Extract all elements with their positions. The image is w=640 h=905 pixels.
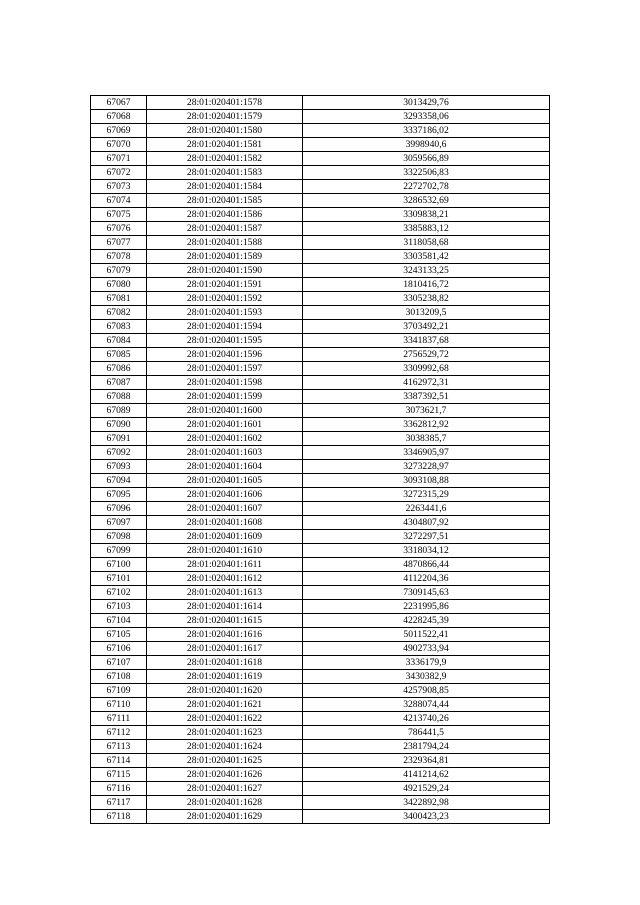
table-row <box>91 348 550 362</box>
table-row <box>91 754 550 768</box>
table-row <box>91 502 550 516</box>
cadastral-number-cell: 28:01:020401:1623 <box>147 726 303 740</box>
table-row <box>91 642 550 656</box>
cadastral-number-cell: 28:01:020401:1607 <box>147 502 303 516</box>
row-number-cell: 67107 <box>91 656 147 670</box>
row-number-cell: 67074 <box>91 194 147 208</box>
value-cell: 3059566,89 <box>303 152 550 166</box>
cadastral-number-cell: 28:01:020401:1580 <box>147 124 303 138</box>
value-cell: 4213740,26 <box>303 712 550 726</box>
value-cell: 3430382,9 <box>303 670 550 684</box>
row-number-cell: 67118 <box>91 810 147 824</box>
value-cell: 5011522,41 <box>303 628 550 642</box>
value-cell: 786441,5 <box>303 726 550 740</box>
row-number-cell: 67095 <box>91 488 147 502</box>
cadastral-number-cell: 28:01:020401:1628 <box>147 796 303 810</box>
cadastral-number-cell: 28:01:020401:1616 <box>147 628 303 642</box>
row-number-cell: 67080 <box>91 278 147 292</box>
table-row <box>91 208 550 222</box>
cadastral-number-cell: 28:01:020401:1584 <box>147 180 303 194</box>
row-number-cell: 67093 <box>91 460 147 474</box>
value-cell: 3322506,83 <box>303 166 550 180</box>
row-number-cell: 67117 <box>91 796 147 810</box>
row-number-cell: 67088 <box>91 390 147 404</box>
table-row <box>91 320 550 334</box>
row-number-cell: 67084 <box>91 334 147 348</box>
row-number-cell: 67072 <box>91 166 147 180</box>
row-number-cell: 67073 <box>91 180 147 194</box>
cadastral-number-cell: 28:01:020401:1618 <box>147 656 303 670</box>
cadastral-number-cell: 28:01:020401:1605 <box>147 474 303 488</box>
row-number-cell: 67106 <box>91 642 147 656</box>
value-cell: 3273228,97 <box>303 460 550 474</box>
value-cell: 3288074,44 <box>303 698 550 712</box>
table-row <box>91 614 550 628</box>
table-row <box>91 474 550 488</box>
cadastral-number-cell: 28:01:020401:1598 <box>147 376 303 390</box>
cadastral-number-cell: 28:01:020401:1613 <box>147 586 303 600</box>
table-row <box>91 600 550 614</box>
value-cell: 3998940,6 <box>303 138 550 152</box>
value-cell: 3309838,21 <box>303 208 550 222</box>
cadastral-number-cell: 28:01:020401:1581 <box>147 138 303 152</box>
value-cell: 3293358,06 <box>303 110 550 124</box>
row-number-cell: 67091 <box>91 432 147 446</box>
row-number-cell: 67110 <box>91 698 147 712</box>
cadastral-number-cell: 28:01:020401:1596 <box>147 348 303 362</box>
value-cell: 3703492,21 <box>303 320 550 334</box>
table-row <box>91 460 550 474</box>
row-number-cell: 67096 <box>91 502 147 516</box>
cadastral-number-cell: 28:01:020401:1614 <box>147 600 303 614</box>
value-cell: 3272297,51 <box>303 530 550 544</box>
table-row <box>91 586 550 600</box>
row-number-cell: 67094 <box>91 474 147 488</box>
table-row <box>91 334 550 348</box>
value-cell: 3362812,92 <box>303 418 550 432</box>
value-cell: 3013209,5 <box>303 306 550 320</box>
cadastral-number-cell: 28:01:020401:1620 <box>147 684 303 698</box>
cadastral-number-cell: 28:01:020401:1621 <box>147 698 303 712</box>
value-cell: 7309145,63 <box>303 586 550 600</box>
table-row <box>91 544 550 558</box>
value-cell: 3305238,82 <box>303 292 550 306</box>
row-number-cell: 67114 <box>91 754 147 768</box>
row-number-cell: 67111 <box>91 712 147 726</box>
table-row <box>91 740 550 754</box>
row-number-cell: 67090 <box>91 418 147 432</box>
table-row <box>91 96 550 110</box>
value-cell: 3309992,68 <box>303 362 550 376</box>
table-row <box>91 138 550 152</box>
value-cell: 3346905,97 <box>303 446 550 460</box>
row-number-cell: 67105 <box>91 628 147 642</box>
value-cell: 3336179,9 <box>303 656 550 670</box>
value-cell: 4257908,85 <box>303 684 550 698</box>
table-row <box>91 796 550 810</box>
cadastral-number-cell: 28:01:020401:1586 <box>147 208 303 222</box>
row-number-cell: 67086 <box>91 362 147 376</box>
value-cell: 3337186,02 <box>303 124 550 138</box>
table-row <box>91 278 550 292</box>
table-row <box>91 404 550 418</box>
value-cell: 3422892,98 <box>303 796 550 810</box>
row-number-cell: 67078 <box>91 250 147 264</box>
cadastral-number-cell: 28:01:020401:1625 <box>147 754 303 768</box>
table-row <box>91 628 550 642</box>
row-number-cell: 67079 <box>91 264 147 278</box>
cadastral-number-cell: 28:01:020401:1622 <box>147 712 303 726</box>
table-row <box>91 488 550 502</box>
table-row <box>91 558 550 572</box>
cadastral-number-cell: 28:01:020401:1600 <box>147 404 303 418</box>
row-number-cell: 67071 <box>91 152 147 166</box>
row-number-cell: 67109 <box>91 684 147 698</box>
table-row <box>91 194 550 208</box>
cadastral-number-cell: 28:01:020401:1619 <box>147 670 303 684</box>
cadastral-number-cell: 28:01:020401:1587 <box>147 222 303 236</box>
cadastral-number-cell: 28:01:020401:1599 <box>147 390 303 404</box>
row-number-cell: 67081 <box>91 292 147 306</box>
table-row <box>91 180 550 194</box>
cadastral-number-cell: 28:01:020401:1592 <box>147 292 303 306</box>
value-cell: 4870866,44 <box>303 558 550 572</box>
row-number-cell: 67067 <box>91 96 147 110</box>
table-row <box>91 124 550 138</box>
row-number-cell: 67075 <box>91 208 147 222</box>
value-cell: 2756529,72 <box>303 348 550 362</box>
value-cell: 3286532,69 <box>303 194 550 208</box>
value-cell: 4141214,62 <box>303 768 550 782</box>
value-cell: 3400423,23 <box>303 810 550 824</box>
table-row <box>91 152 550 166</box>
value-cell: 3073621,7 <box>303 404 550 418</box>
cadastral-number-cell: 28:01:020401:1604 <box>147 460 303 474</box>
cadastral-number-cell: 28:01:020401:1606 <box>147 488 303 502</box>
row-number-cell: 67089 <box>91 404 147 418</box>
cadastral-number-cell: 28:01:020401:1601 <box>147 418 303 432</box>
cadastral-number-cell: 28:01:020401:1612 <box>147 572 303 586</box>
table-row <box>91 684 550 698</box>
value-cell: 2329364,81 <box>303 754 550 768</box>
table-row <box>91 306 550 320</box>
table-row <box>91 656 550 670</box>
row-number-cell: 67077 <box>91 236 147 250</box>
table-row <box>91 530 550 544</box>
row-number-cell: 67113 <box>91 740 147 754</box>
cadastral-number-cell: 28:01:020401:1588 <box>147 236 303 250</box>
table-row <box>91 376 550 390</box>
value-cell: 2272702,78 <box>303 180 550 194</box>
value-cell: 2231995,86 <box>303 600 550 614</box>
table-row <box>91 572 550 586</box>
cadastral-number-cell: 28:01:020401:1595 <box>147 334 303 348</box>
value-cell: 3341837,68 <box>303 334 550 348</box>
cadastral-number-cell: 28:01:020401:1578 <box>147 96 303 110</box>
row-number-cell: 67098 <box>91 530 147 544</box>
row-number-cell: 67083 <box>91 320 147 334</box>
value-cell: 2381794,24 <box>303 740 550 754</box>
value-cell: 4228245,39 <box>303 614 550 628</box>
value-cell: 4902733,94 <box>303 642 550 656</box>
table-row <box>91 390 550 404</box>
cadastral-number-cell: 28:01:020401:1608 <box>147 516 303 530</box>
cadastral-number-cell: 28:01:020401:1585 <box>147 194 303 208</box>
value-cell: 2263441,6 <box>303 502 550 516</box>
cadastral-number-cell: 28:01:020401:1617 <box>147 642 303 656</box>
value-cell: 4162972,31 <box>303 376 550 390</box>
value-cell: 3118058,68 <box>303 236 550 250</box>
data-table <box>90 95 550 824</box>
row-number-cell: 67101 <box>91 572 147 586</box>
value-cell: 3093108,88 <box>303 474 550 488</box>
cadastral-number-cell: 28:01:020401:1602 <box>147 432 303 446</box>
table-row <box>91 670 550 684</box>
table-row <box>91 782 550 796</box>
value-cell: 3038385,7 <box>303 432 550 446</box>
cadastral-number-cell: 28:01:020401:1611 <box>147 558 303 572</box>
row-number-cell: 67115 <box>91 768 147 782</box>
row-number-cell: 67069 <box>91 124 147 138</box>
value-cell: 4304807,92 <box>303 516 550 530</box>
row-number-cell: 67082 <box>91 306 147 320</box>
table-row <box>91 810 550 824</box>
table-row <box>91 712 550 726</box>
table-row <box>91 516 550 530</box>
cadastral-number-cell: 28:01:020401:1590 <box>147 264 303 278</box>
row-number-cell: 67116 <box>91 782 147 796</box>
row-number-cell: 67100 <box>91 558 147 572</box>
value-cell: 3303581,42 <box>303 250 550 264</box>
table-row <box>91 698 550 712</box>
cadastral-number-cell: 28:01:020401:1597 <box>147 362 303 376</box>
cadastral-number-cell: 28:01:020401:1603 <box>147 446 303 460</box>
table-row <box>91 236 550 250</box>
row-number-cell: 67104 <box>91 614 147 628</box>
row-number-cell: 67076 <box>91 222 147 236</box>
value-cell: 3387392,51 <box>303 390 550 404</box>
row-number-cell: 67097 <box>91 516 147 530</box>
table-row <box>91 292 550 306</box>
cadastral-number-cell: 28:01:020401:1583 <box>147 166 303 180</box>
cadastral-number-cell: 28:01:020401:1591 <box>147 278 303 292</box>
table-row <box>91 418 550 432</box>
value-cell: 4112204,36 <box>303 572 550 586</box>
row-number-cell: 67087 <box>91 376 147 390</box>
table-row <box>91 726 550 740</box>
value-cell: 3318034,12 <box>303 544 550 558</box>
row-number-cell: 67068 <box>91 110 147 124</box>
value-cell: 3272315,29 <box>303 488 550 502</box>
cadastral-number-cell: 28:01:020401:1629 <box>147 810 303 824</box>
cadastral-number-cell: 28:01:020401:1593 <box>147 306 303 320</box>
table-body <box>91 96 550 824</box>
row-number-cell: 67085 <box>91 348 147 362</box>
cadastral-number-cell: 28:01:020401:1579 <box>147 110 303 124</box>
table-row <box>91 432 550 446</box>
cadastral-number-cell: 28:01:020401:1609 <box>147 530 303 544</box>
cadastral-number-cell: 28:01:020401:1627 <box>147 782 303 796</box>
table-row <box>91 768 550 782</box>
table-row <box>91 362 550 376</box>
value-cell: 3243133,25 <box>303 264 550 278</box>
cadastral-number-cell: 28:01:020401:1582 <box>147 152 303 166</box>
table-row <box>91 264 550 278</box>
value-cell: 3385883,12 <box>303 222 550 236</box>
table-row <box>91 166 550 180</box>
row-number-cell: 67099 <box>91 544 147 558</box>
cadastral-number-cell: 28:01:020401:1624 <box>147 740 303 754</box>
cadastral-number-cell: 28:01:020401:1594 <box>147 320 303 334</box>
row-number-cell: 67092 <box>91 446 147 460</box>
row-number-cell: 67070 <box>91 138 147 152</box>
value-cell: 3013429,76 <box>303 96 550 110</box>
row-number-cell: 67103 <box>91 600 147 614</box>
value-cell: 1810416,72 <box>303 278 550 292</box>
cadastral-number-cell: 28:01:020401:1626 <box>147 768 303 782</box>
cadastral-number-cell: 28:01:020401:1589 <box>147 250 303 264</box>
table-row <box>91 222 550 236</box>
table-row <box>91 110 550 124</box>
row-number-cell: 67102 <box>91 586 147 600</box>
row-number-cell: 67112 <box>91 726 147 740</box>
row-number-cell: 67108 <box>91 670 147 684</box>
table-row <box>91 446 550 460</box>
cadastral-number-cell: 28:01:020401:1615 <box>147 614 303 628</box>
value-cell: 4921529,24 <box>303 782 550 796</box>
table-row <box>91 250 550 264</box>
cadastral-number-cell: 28:01:020401:1610 <box>147 544 303 558</box>
